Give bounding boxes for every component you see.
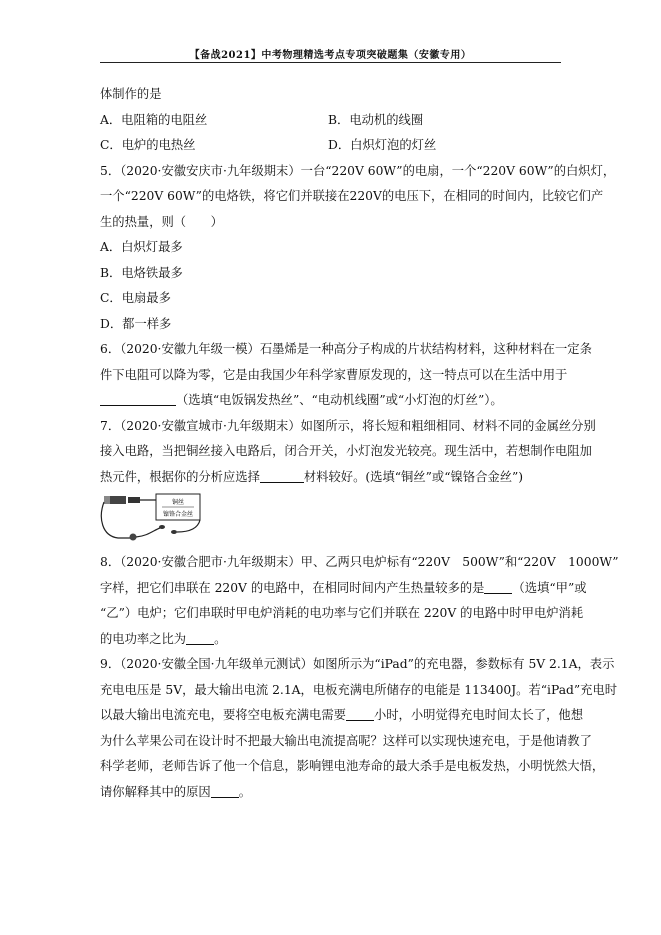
q6-line-1: 6．（2020·安徽九年级一模）石墨烯是一种高分子构成的片状结构材料，这种材料在一定条 bbox=[100, 342, 592, 356]
q5-option-c: C．电扇最多 bbox=[100, 291, 171, 305]
q9-line-2: 充电电压是 5V，最大输出电流 2.1A，电板充满电所储存的电能是 113400J。若“iPad”充电时 bbox=[100, 682, 618, 697]
q5-option-a: A．白炽灯最多 bbox=[100, 240, 183, 254]
page-header: 【备战2021】中考物理精选考点专项突破题集（安徽专用） bbox=[189, 50, 472, 61]
q8-line-4 bbox=[100, 627, 566, 653]
q9-answer-blank-2 bbox=[211, 783, 239, 798]
q9-line-3-post: 小时，小明觉得充电时间太长了，他想 bbox=[373, 708, 584, 722]
q6-tail: （选填“电饭锅发热丝”、“电动机线圈”或“小灯泡的灯丝”）。 bbox=[176, 393, 503, 407]
q6-line-2: 件下电阻可以降为零，它是由我国少年科学家曹原发现的，这一特点可以在生活中用于 bbox=[100, 367, 568, 382]
q6-line-3 bbox=[100, 388, 566, 414]
q5-option-d: D．都一样多 bbox=[100, 316, 172, 331]
switch-icon bbox=[128, 497, 140, 503]
q8-line-4-post: 。 bbox=[214, 631, 227, 646]
q4-option-c: C．电炉的电热丝 bbox=[100, 138, 196, 152]
q8-answer-blank-1 bbox=[484, 579, 512, 594]
header-rule bbox=[100, 62, 561, 63]
bulb-icon bbox=[130, 534, 137, 541]
intro-line: 体制作的是 bbox=[100, 87, 162, 101]
q8-line-1: 8．（2020·安徽合肥市·九年级期末）甲、乙两只电炉标有“220V 500W”和“220V 1000W” bbox=[100, 555, 619, 569]
q8-line-3: “乙”）电炉；它们串联时甲电炉消耗的电功率与它们并联在 220V 的电路中时甲电炉消耗 bbox=[100, 606, 584, 620]
q5-line-3: 生的热量，则（ ） bbox=[100, 214, 223, 229]
q4-option-a: A．电阻箱的电阻丝 bbox=[100, 112, 208, 127]
q4-option-b: B．电动机的线圈 bbox=[328, 112, 424, 127]
q9-line-3-pre: 以最大输出电流充电，要将空电板充满电需要 bbox=[100, 708, 346, 722]
q9-answer-blank-1 bbox=[346, 706, 374, 721]
q5-option-b: B．电烙铁最多 bbox=[100, 265, 183, 280]
q7-line-2: 接入电路，当把铜丝接入电路后，闭合开关，小灯泡发光较亮。现生活中，若想制作电阻加 bbox=[100, 444, 592, 458]
q8-line-4-pre: 的电功率之比为 bbox=[100, 631, 187, 646]
q9-line-1: 9．（2020·安徽全国·九年级单元测试）如图所示为“iPad”的充电器，参数标有 5V 2.1A，表示 bbox=[100, 657, 615, 671]
q5-line-2: 一个“220V 60W”的电烙铁，将它们并联接在220V的电压下，在相同的时间内，比较它们产 bbox=[100, 189, 604, 203]
q9-line-5: 科学老师，老师告诉了他一个信息，影响锂电池寿命的最大杀手是电板发热，小明恍然大悟， bbox=[100, 759, 605, 773]
q6-answer-blank bbox=[100, 391, 176, 406]
copper-wire-label: 铜丝 bbox=[171, 499, 185, 506]
q7-circuit-figure bbox=[100, 490, 566, 550]
q9-line-3 bbox=[100, 703, 584, 729]
q4-options-row-1 bbox=[100, 108, 566, 134]
nichrome-wire-label: 镍铬合金丝 bbox=[162, 511, 194, 518]
q9-line-6-post: 。 bbox=[238, 784, 251, 799]
q8-answer-blank-2 bbox=[186, 630, 214, 645]
q7-line-1: 7．（2020·安徽宣城市·九年级期末）如图所示，将长短和粗细相同、材料不同的金属丝分别 bbox=[100, 418, 596, 433]
document-body bbox=[100, 82, 619, 805]
q7-answer-blank bbox=[260, 468, 304, 483]
q4-option-d: D．白炽灯泡的灯丝 bbox=[328, 138, 437, 152]
q7-line-3-pre: 热元件，根据你的分析应选择 bbox=[100, 469, 260, 484]
clip-icon bbox=[171, 530, 177, 534]
q4-options-row-2 bbox=[100, 133, 566, 159]
q9-line-6 bbox=[100, 780, 566, 806]
circuit-diagram bbox=[100, 492, 210, 546]
q9-line-4: 为什么苹果公司在设计时不把最大输出电流提高呢？这样可以实现快速充电，于是他请教了 bbox=[100, 733, 592, 748]
q7-line-3-post: 材料较好。(选填“铜丝”或“镍铬合金丝”) bbox=[303, 469, 524, 484]
q8-line-2 bbox=[100, 576, 587, 602]
q8-line-2-pre: 字样，把它们串联在 220V 的电路中，在相同时间内产生热量较多的是 bbox=[100, 580, 485, 595]
q7-line-3 bbox=[100, 465, 566, 491]
q9-line-6-pre: 请你解释其中的原因 bbox=[100, 784, 211, 799]
clip-icon bbox=[159, 525, 165, 529]
q8-line-2-post: （选填“甲”或 bbox=[512, 580, 587, 595]
q5-line-1: 5．（2020·安徽安庆市·九年级期末）一台“220V 60W”的电扇，一个“220V 60W”的白炽灯， bbox=[100, 163, 616, 178]
